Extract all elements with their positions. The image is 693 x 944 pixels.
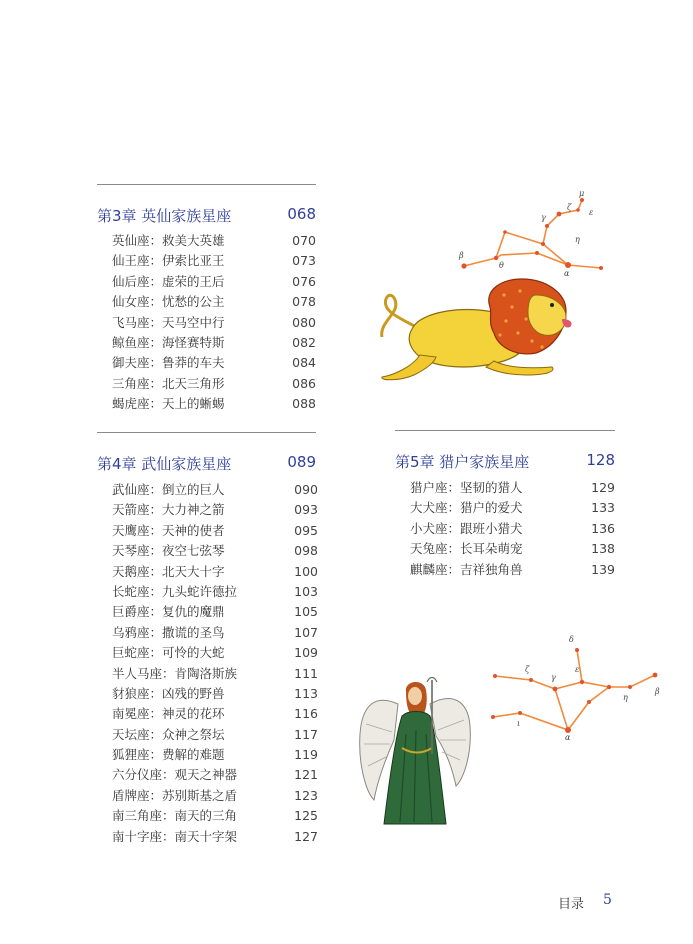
- entry-name: 天鹅座：北天大十字: [112, 563, 225, 579]
- star-label: ε: [589, 208, 594, 217]
- chapter-4-entry-list: [112, 480, 318, 847]
- entry-name: 六分仪座：观天之神器: [112, 767, 238, 783]
- entry-name: 武仙座：倒立的巨人: [112, 482, 225, 497]
- toc-entry[interactable]: [112, 704, 318, 724]
- entry-page: 090: [294, 482, 318, 497]
- angel-illustration: [356, 674, 474, 832]
- toc-entry[interactable]: [410, 498, 615, 518]
- chapter-5-entry-list: [410, 478, 615, 580]
- entry-name: 鲸鱼座：海怪赛特斯: [112, 334, 225, 350]
- toc-entry[interactable]: [112, 394, 316, 414]
- toc-entry[interactable]: [112, 521, 318, 541]
- entry-page: 088: [292, 396, 316, 412]
- star: [653, 673, 658, 678]
- star-label: ι: [517, 719, 521, 728]
- star: [565, 262, 571, 268]
- toc-entry[interactable]: [112, 582, 318, 602]
- entry-name: 天鹰座：天神的使者: [112, 522, 225, 538]
- star-label: η: [623, 693, 628, 702]
- toc-entry[interactable]: [112, 272, 316, 292]
- star: [518, 711, 522, 715]
- entry-name: 御夫座：鲁莽的车夫: [112, 355, 225, 371]
- entry-name: 小犬座：跟班小猎犬: [410, 520, 523, 536]
- chapter-3-title[interactable]: 第3章 英仙家族星座: [97, 207, 232, 225]
- chapter-4-title[interactable]: 第4章 武仙家族星座: [97, 455, 232, 473]
- star: [541, 242, 545, 246]
- entry-name: 大犬座：猎户的爱犬: [410, 500, 523, 516]
- star-label: β: [655, 687, 660, 696]
- toc-entry[interactable]: [112, 623, 318, 643]
- toc-entry[interactable]: [112, 664, 318, 684]
- toc-entry[interactable]: [410, 539, 615, 559]
- entry-name: 天坛座：众神之祭坛: [112, 726, 225, 742]
- star: [494, 256, 498, 260]
- toc-entry[interactable]: [410, 560, 615, 580]
- toc-entry[interactable]: [112, 333, 316, 353]
- lion-front-leg: [486, 361, 553, 375]
- entry-name: 狐狸座：费解的难题: [112, 747, 225, 763]
- leo-constellation-diagram: [455, 188, 615, 280]
- toc-entry[interactable]: [112, 765, 318, 785]
- chapter-5-page[interactable]: 128: [586, 451, 615, 469]
- entry-page: 139: [591, 561, 615, 577]
- leo-constellation-lines: [464, 253, 568, 266]
- entry-page: 138: [591, 541, 615, 557]
- toc-entry[interactable]: [112, 643, 318, 663]
- entry-page: 105: [294, 604, 318, 620]
- lion-hind-leg: [382, 355, 436, 380]
- star-label: α: [565, 733, 571, 742]
- star-label: ζ: [567, 203, 572, 212]
- star: [628, 685, 632, 689]
- entry-page: 082: [292, 334, 316, 350]
- entry-page: 084: [292, 355, 316, 371]
- entry-page: 111: [294, 665, 318, 681]
- toc-entry[interactable]: [112, 313, 316, 333]
- toc-entry[interactable]: [112, 500, 318, 520]
- toc-entry[interactable]: [112, 374, 316, 394]
- star: [535, 251, 539, 255]
- toc-entry[interactable]: [112, 480, 318, 500]
- entry-name: 长蛇座：九头蛇许德拉: [112, 583, 238, 599]
- star: [576, 208, 580, 212]
- entry-name: 仙后座：虚荣的王后: [112, 273, 225, 289]
- entry-name: 巨蛇座：可怜的大蛇: [112, 645, 225, 661]
- angel-face: [408, 687, 422, 705]
- entry-page: 073: [292, 253, 316, 269]
- entry-name: 天琴座：夜空七弦琴: [112, 543, 225, 559]
- star: [545, 224, 549, 228]
- entry-name: 蝎虎座：天上的蜥蜴: [112, 396, 225, 412]
- chapter-3-entry-list: [112, 231, 316, 415]
- chapter-3-top-rule: [97, 184, 316, 185]
- entry-name: 仙王座：伊索比亚王: [112, 253, 225, 269]
- toc-entry[interactable]: [112, 745, 318, 765]
- toc-entry[interactable]: [112, 541, 318, 561]
- virgo-constellation-lines: [495, 676, 568, 730]
- entry-page: 116: [294, 706, 318, 722]
- footer-section-label: 目录: [558, 897, 585, 912]
- entry-name: 仙女座：忧愁的公主: [112, 294, 225, 310]
- entry-name: 猎户座：坚韧的猎人: [410, 480, 523, 495]
- star-label: γ: [551, 673, 556, 682]
- chapter-5-top-rule: [395, 430, 615, 431]
- entry-page: 125: [294, 808, 318, 824]
- star-label: δ: [569, 635, 574, 644]
- entry-page: 113: [294, 685, 318, 701]
- entry-name: 天兔座：长耳朵萌宠: [410, 541, 523, 557]
- entry-page: 086: [292, 375, 316, 391]
- toc-entry[interactable]: [112, 684, 318, 704]
- entry-name: 南十字座：南天十字架: [112, 828, 238, 844]
- entry-page: 117: [294, 726, 318, 742]
- entry-page: 119: [294, 747, 318, 763]
- entry-page: 109: [294, 645, 318, 661]
- toc-entry[interactable]: [112, 602, 318, 622]
- entry-page: 076: [292, 273, 316, 289]
- star-label: α: [564, 269, 570, 278]
- star: [575, 648, 579, 652]
- chapter-4-top-rule: [97, 432, 316, 433]
- entry-name: 豺狼座：凶残的野兽: [112, 685, 225, 701]
- toc-entry[interactable]: [112, 786, 318, 806]
- entry-page: 133: [591, 500, 615, 516]
- star-label: ε: [575, 665, 580, 674]
- star-label: β: [459, 251, 464, 260]
- star: [529, 678, 533, 682]
- entry-name: 盾牌座：苏别斯基之盾: [112, 787, 238, 803]
- entry-page: 127: [294, 828, 318, 844]
- entry-name: 天箭座：大力神之箭: [112, 502, 225, 518]
- entry-page: 136: [591, 520, 615, 536]
- star-label: θ: [499, 261, 504, 270]
- lion-illustration: [376, 277, 581, 385]
- entry-name: 南三角座：南天的三角: [112, 808, 238, 824]
- entry-name: 巨爵座：复仇的魔鼎: [112, 604, 225, 620]
- star: [557, 212, 562, 217]
- star: [599, 266, 603, 270]
- toc-entry[interactable]: [112, 806, 318, 826]
- virgo-constellation-diagram: [487, 632, 665, 742]
- entry-page: 095: [294, 522, 318, 538]
- star: [553, 687, 558, 692]
- star: [503, 230, 507, 234]
- entry-page: 093: [294, 502, 318, 518]
- chapter-3-page[interactable]: 068: [287, 205, 316, 223]
- entry-name: 半人马座：肯陶洛斯族: [112, 665, 238, 681]
- star: [491, 715, 495, 719]
- star-label: γ: [541, 213, 546, 222]
- entry-name: 三角座：北天三角形: [112, 375, 225, 391]
- star: [580, 198, 584, 202]
- virgo-stars: [491, 648, 657, 733]
- entry-name: 飞马座：天马空中行: [112, 314, 225, 330]
- star: [587, 700, 591, 704]
- entry-page: 107: [294, 624, 318, 640]
- entry-name: 麒麟座：吉祥独角兽: [410, 561, 523, 577]
- toc-entry[interactable]: [112, 827, 318, 847]
- toc-entry[interactable]: [112, 231, 316, 251]
- entry-name: 乌鸦座：撒谎的圣鸟: [112, 624, 225, 640]
- toc-entry[interactable]: [112, 292, 316, 312]
- entry-page: 070: [292, 233, 316, 248]
- star: [461, 263, 466, 268]
- star-label: ζ: [525, 665, 530, 674]
- entry-page: 078: [292, 294, 316, 310]
- entry-page: 080: [292, 314, 316, 330]
- star: [493, 674, 497, 678]
- entry-page: 123: [294, 787, 318, 803]
- star: [580, 680, 584, 684]
- toc-entry[interactable]: [410, 478, 615, 498]
- toc-entry[interactable]: [112, 353, 316, 373]
- toc-entry[interactable]: [112, 725, 318, 745]
- entry-page: 129: [591, 480, 615, 495]
- entry-page: 098: [294, 543, 318, 559]
- star-label: μ: [579, 189, 585, 198]
- toc-entry[interactable]: [410, 519, 615, 539]
- toc-entry[interactable]: [112, 562, 318, 582]
- footer-page-number: 5: [603, 892, 612, 908]
- star-label: η: [575, 235, 580, 244]
- entry-name: 南冕座：神灵的花环: [112, 706, 225, 722]
- entry-page: 121: [294, 767, 318, 783]
- leo-stars: [461, 198, 603, 270]
- star: [607, 685, 611, 689]
- entry-page: 100: [294, 563, 318, 579]
- entry-page: 103: [294, 583, 318, 599]
- lion-eye: [550, 303, 554, 307]
- toc-entry[interactable]: [112, 251, 316, 271]
- entry-name: 英仙座：救美大英雄: [112, 233, 225, 248]
- chapter-5-title[interactable]: 第5章 猎户家族星座: [395, 453, 530, 471]
- chapter-4-page[interactable]: 089: [287, 453, 316, 471]
